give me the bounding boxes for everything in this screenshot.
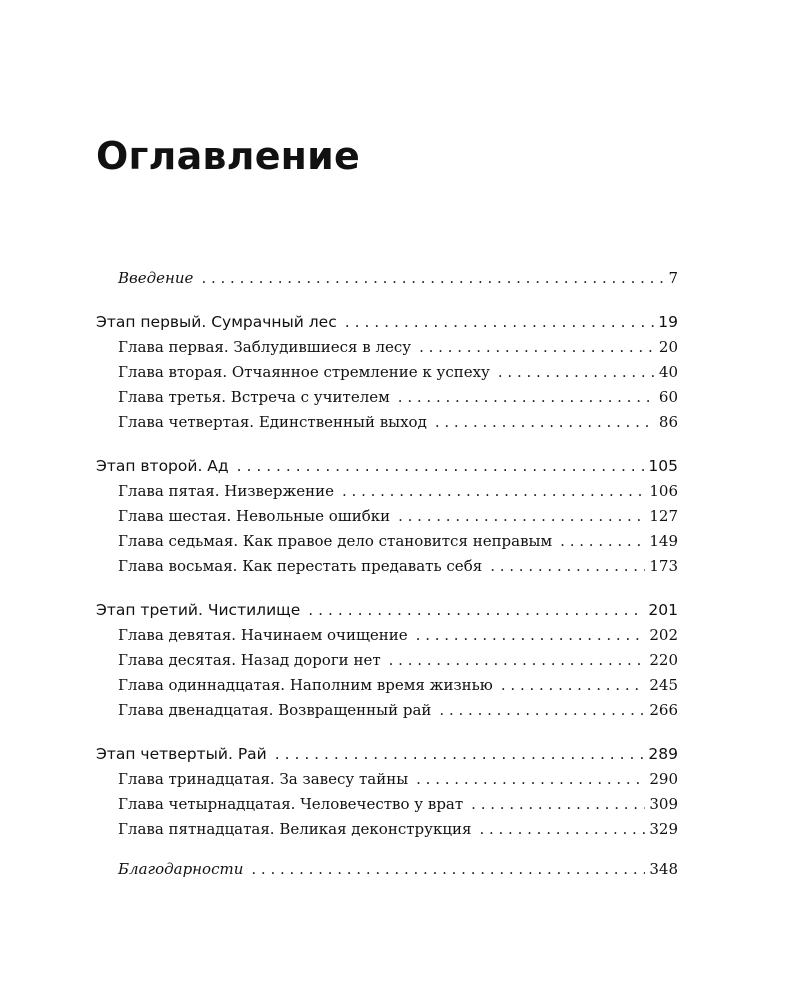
dot-leader xyxy=(389,648,646,673)
toc-chapter xyxy=(96,360,678,385)
toc-chapter xyxy=(96,385,678,410)
toc-page-number: 149 xyxy=(649,532,678,550)
toc-page-number: 201 xyxy=(648,601,678,619)
toc-entry-label: Глава двенадцатая. Возвращенный рай xyxy=(118,701,432,719)
toc-page-number: 105 xyxy=(648,457,678,475)
toc-chapter xyxy=(96,792,678,817)
toc-page-number: 20 xyxy=(658,338,678,356)
toc-page-number: 266 xyxy=(649,701,678,719)
toc-chapter xyxy=(96,767,678,792)
toc-chapter xyxy=(96,648,678,673)
dot-leader xyxy=(275,742,645,767)
toc-chapter xyxy=(96,529,678,554)
dot-leader xyxy=(435,410,655,435)
toc-page-number: 19 xyxy=(658,313,678,331)
dot-leader xyxy=(345,310,655,335)
dot-leader xyxy=(479,817,645,842)
page-title: Оглавление xyxy=(96,134,360,178)
dot-leader xyxy=(490,554,645,579)
dot-leader xyxy=(398,385,655,410)
toc-entry-label: Глава пятнадцатая. Великая деконструкция xyxy=(118,820,472,838)
toc-entry-label: Глава тринадцатая. За завесу тайны xyxy=(118,770,409,788)
toc-entry-label: Глава седьмая. Как правое дело становится неправым xyxy=(118,532,553,550)
toc-entry-label: Глава пятая. Низвержение xyxy=(118,482,334,500)
toc-page-number: 309 xyxy=(649,795,678,813)
toc-entry-label: Этап третий. Чистилище xyxy=(96,601,301,619)
toc-page-number: 86 xyxy=(658,413,678,431)
toc-chapter xyxy=(96,504,678,529)
toc-part-2 xyxy=(96,454,678,479)
toc-page-number: 7 xyxy=(668,269,678,287)
toc-page-number: 127 xyxy=(649,507,678,525)
toc-entry-label: Глава восьмая. Как перестать предавать себя xyxy=(118,557,483,575)
toc-entry-label: Глава одиннадцатая. Наполним время жизнью xyxy=(118,676,493,694)
dot-leader xyxy=(416,767,645,792)
toc-chapter xyxy=(96,623,678,648)
toc-part-3 xyxy=(96,598,678,623)
toc-entry-label: Глава четвертая. Единственный выход xyxy=(118,413,427,431)
toc-entry-label: Этап второй. Ад xyxy=(96,457,229,475)
toc-entry-introduction xyxy=(96,266,678,291)
toc-page-number: 290 xyxy=(649,770,678,788)
dot-leader xyxy=(439,698,645,723)
toc-chapter xyxy=(96,554,678,579)
toc-entry-label: Глава третья. Встреча с учителем xyxy=(118,388,390,406)
dot-leader xyxy=(501,673,645,698)
toc-entry-label: Этап четвертый. Рай xyxy=(96,745,267,763)
dot-leader xyxy=(560,529,645,554)
toc-entry-label: Глава девятая. Начинаем очищение xyxy=(118,626,408,644)
dot-leader xyxy=(251,857,645,882)
toc-entry-label: Благодарности xyxy=(118,860,244,878)
dot-leader xyxy=(471,792,645,817)
toc-page-number: 289 xyxy=(648,745,678,763)
dot-leader xyxy=(201,266,664,291)
toc-chapter xyxy=(96,673,678,698)
toc-page-number: 220 xyxy=(649,651,678,669)
toc-entry-label: Глава первая. Заблудившиеся в лесу xyxy=(118,338,412,356)
toc-page-number: 202 xyxy=(649,626,678,644)
toc-chapter xyxy=(96,698,678,723)
toc-entry-label: Глава шестая. Невольные ошибки xyxy=(118,507,391,525)
toc-chapter xyxy=(96,817,678,842)
toc-page-number: 245 xyxy=(649,676,678,694)
toc-entry-label: Введение xyxy=(118,269,194,287)
dot-leader xyxy=(416,623,646,648)
table-of-contents xyxy=(96,266,678,882)
toc-entry-label: Глава вторая. Отчаянное стремление к успеху xyxy=(118,363,490,381)
toc-chapter xyxy=(96,410,678,435)
dot-leader xyxy=(237,454,645,479)
dot-leader xyxy=(308,598,644,623)
toc-page-number: 106 xyxy=(649,482,678,500)
toc-entry-acknowledgements xyxy=(96,857,678,882)
toc-page-number: 60 xyxy=(658,388,678,406)
toc-entry-label: Этап первый. Сумрачный лес xyxy=(96,313,337,331)
toc-page-number: 329 xyxy=(649,820,678,838)
dot-leader xyxy=(498,360,655,385)
toc-entry-label: Глава десятая. Назад дороги нет xyxy=(118,651,381,669)
toc-part-1 xyxy=(96,310,678,335)
toc-page-number: 40 xyxy=(658,363,678,381)
dot-leader xyxy=(398,504,645,529)
toc-part-4 xyxy=(96,742,678,767)
toc-chapter xyxy=(96,335,678,360)
dot-leader xyxy=(342,479,645,504)
toc-entry-label: Глава четырнадцатая. Человечество у врат xyxy=(118,795,464,813)
toc-chapter xyxy=(96,479,678,504)
toc-page-number: 173 xyxy=(649,557,678,575)
toc-page-number: 348 xyxy=(649,860,678,878)
dot-leader xyxy=(419,335,655,360)
